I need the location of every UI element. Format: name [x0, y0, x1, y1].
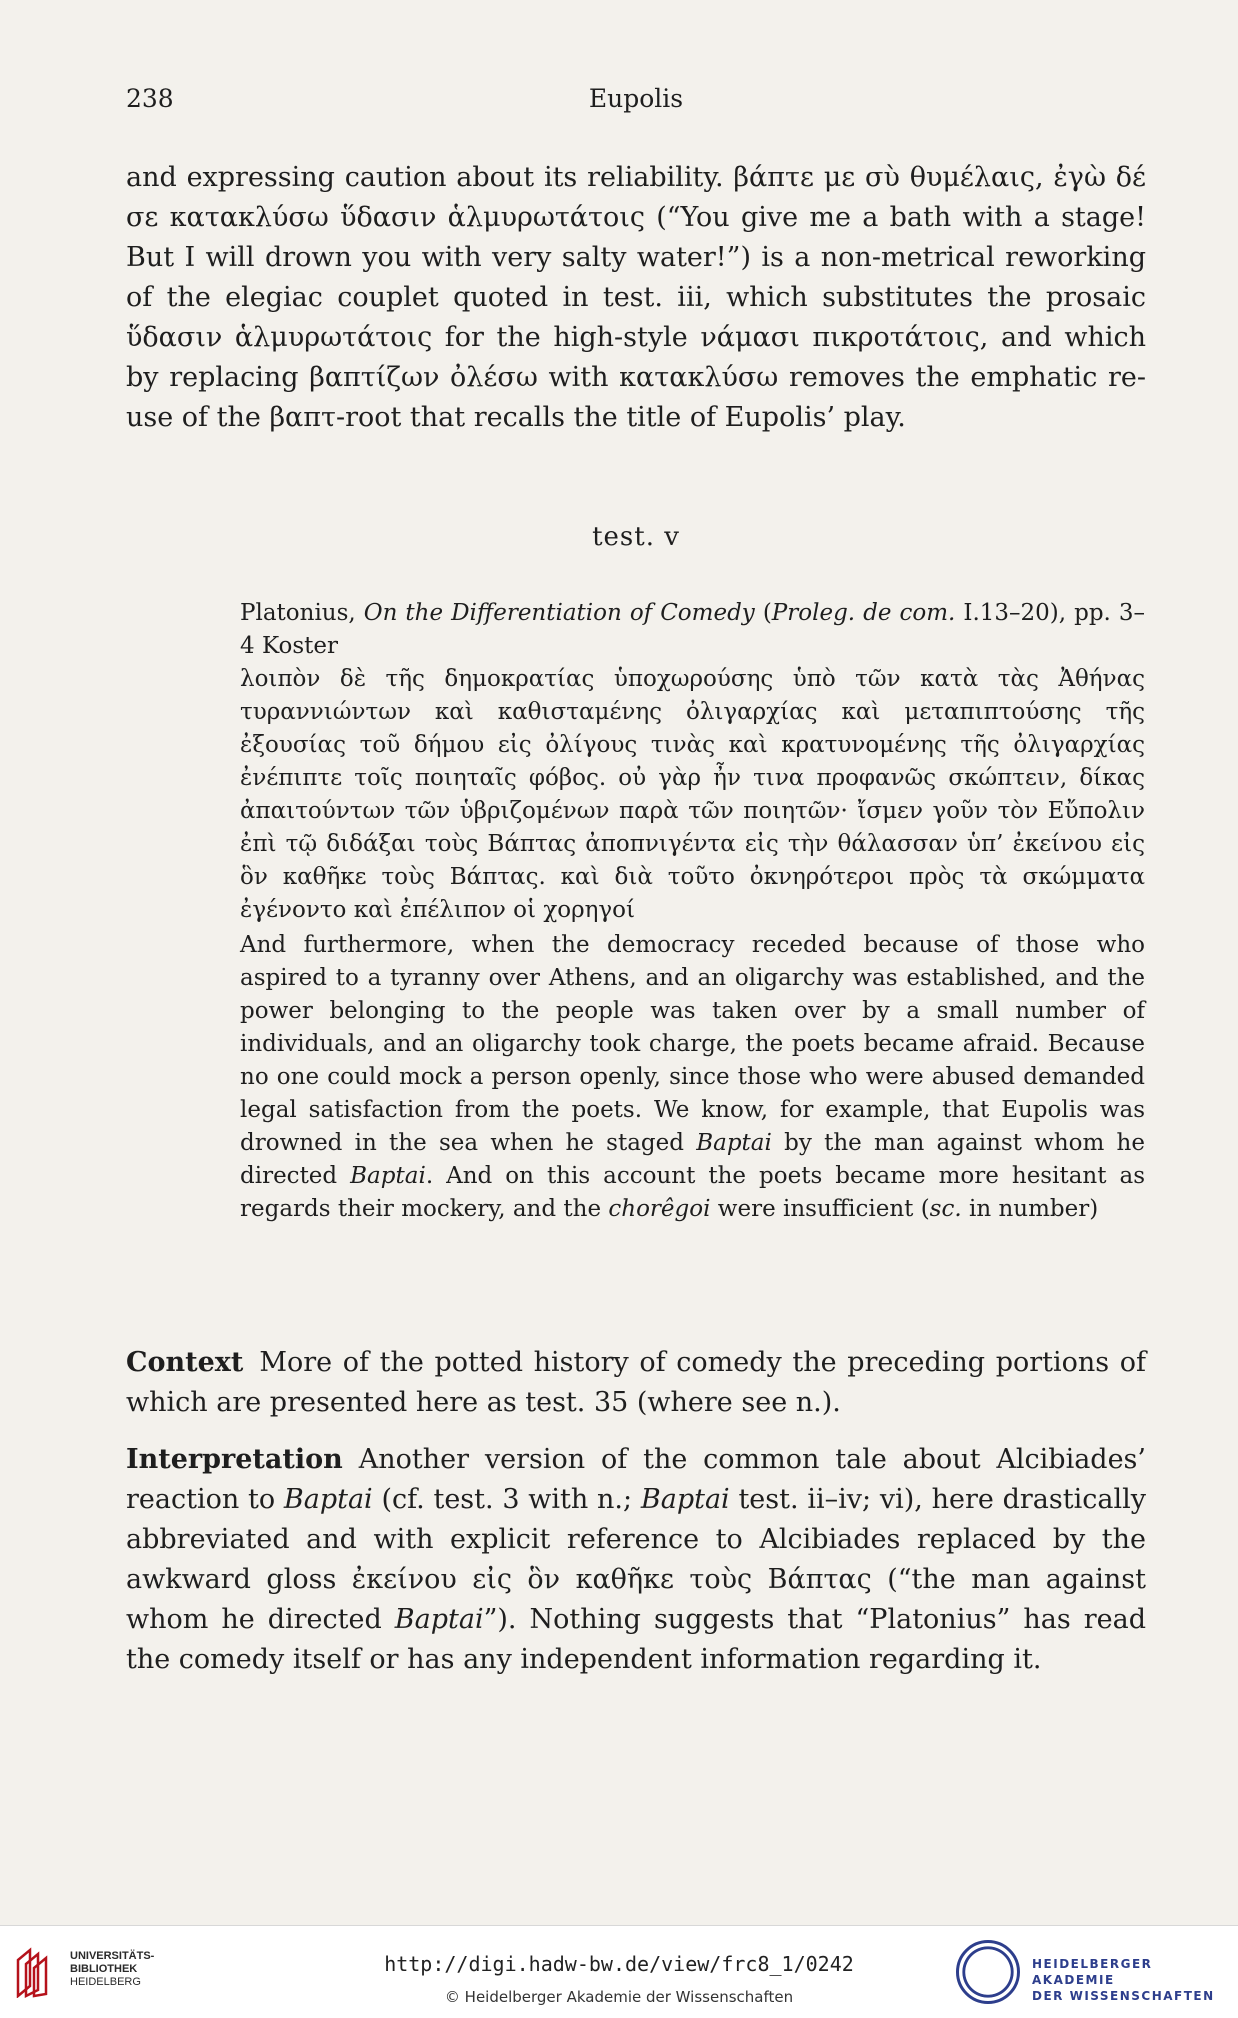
translation-text: . And on this account the poets became more hesitant as regards their mockery, and the — [240, 1163, 1145, 1222]
library-line-2: BIBLIOTHEK — [70, 1963, 138, 1975]
greek-passage: λοιπὸν δὲ τῆς δημοκρατίας ὑποχωρούσης ὑπὸ τῶν κατὰ τὰς Ἀθήνας τυραννιώντων καὶ καθισταμένης ὀλιγαρχίας καὶ μεταπιπτούσης τῆς ἐξουσίας τοῦ δήμου εἰς ὀλίγους τινὰς καὶ κρατυνομένης τῆς ὀλιγαρχίας ἐνέπιπτε τοῖς ποιηταῖς φόβος. οὐ γὰρ ἦν τινα προφανῶς σκώπτειν, δίκας ἀπαιτούντων τῶν ὑβριζομένων παρὰ τῶν ποιητῶν· ἴσμεν γοῦν τὸν Εὔπολιν ἐπὶ τῷ διδάξαι τοὺς Βάπτας ἀποπνιγέντα εἰς τὴν θάλασσαν ὑπ’ ἐκείνου εἰς ὃν καθῆκε τοὺς Βάπτας. καὶ διὰ τοῦτο ὀκνηρότεροι πρὸς τὰ σκώμματα ἐγένοντο καὶ ἐπέλιπον οἱ χορηγοί — [240, 666, 1145, 923]
viewer-footer — [0, 1925, 1238, 2018]
translation-text: were insufficient ( — [710, 1196, 930, 1222]
translation-text: And furthermore, when the democracy receded because of those who aspired to a tyranny over Athens, and an oligarchy was established, and the power belonging to the people was taken over by a small number of individuals, and an oligarchy took charge, the poets became afraid. Because no one could mock a person openly, since those who were abused demanded legal satisfaction from the poets. We know, for example, that Eupolis was drowned in the sea when he staged — [240, 932, 1145, 1156]
running-head — [126, 84, 1146, 120]
context-paragraph — [126, 1343, 1146, 1423]
interpretation-title: Baptai — [283, 1484, 373, 1515]
interpretation-paragraph — [126, 1440, 1146, 1680]
academy-seal-icon — [956, 1940, 1020, 2004]
translation-passage — [240, 929, 1145, 1226]
source-ref-rest: I.13–20), pp. 3–4 Koster — [240, 600, 1145, 659]
interpretation-text: test. ii–iv; vi), here drastically abbreviated and with explicit reference to Alcibiades replaced by the awkward gloss ἐκείνου εἰς ὃν καθῆκε τοὺς Βάπτας (“the man against whom he directed — [126, 1484, 1146, 1635]
source-work-title: On the Differentiation of Comedy — [363, 600, 755, 626]
academy-line-2: DER WISSENSCHAFTEN — [1032, 1989, 1215, 2003]
library-line-1: UNIVERSITÄTS- — [70, 1950, 155, 1962]
running-title: Eupolis — [588, 84, 684, 113]
copyright-notice: © Heidelberger Akademie der Wissenschaften — [444, 1988, 794, 2006]
context-text: More of the potted history of comedy the preceding portions of which are presented here as test. 35 (where see n.). — [126, 1347, 1146, 1418]
interpretation-text: (cf. test. 3 with n.; — [372, 1484, 641, 1515]
interpretation-label: Interpretation — [126, 1444, 343, 1475]
testimonium-block — [240, 597, 1145, 1226]
context-label: Context — [126, 1347, 244, 1378]
translation-text: in number) — [961, 1196, 1099, 1222]
interpretation-text: ”). Nothing suggests that “Platonius” has read the comedy itself or has any independent information regarding it. — [126, 1604, 1146, 1675]
translation-title: Baptai — [696, 1130, 772, 1156]
academy-name — [1032, 1956, 1238, 2004]
interpretation-title: Baptai — [394, 1604, 484, 1635]
page-number: 238 — [126, 84, 174, 113]
translation-abbrev: sc. — [929, 1196, 962, 1222]
translation-text: by the man against whom he directed — [240, 1130, 1145, 1189]
translation-title: Baptai — [350, 1163, 426, 1189]
academy-line-1: HEIDELBERGER AKADEMIE — [1032, 1957, 1153, 1987]
section-heading: test. v — [592, 522, 680, 552]
source-ref-title: Proleg. de com. — [771, 600, 956, 626]
permalink-url[interactable]: http://digi.hadw-bw.de/view/frc8_1/0242 — [384, 1952, 854, 1976]
library-line-3: HEIDELBERG — [70, 1976, 141, 1988]
interpretation-title: Baptai — [640, 1484, 730, 1515]
source-citation — [240, 597, 1145, 663]
intro-paragraph: and expressing caution about its reliability. βάπτε με σὺ θυμέλαις, ἐγὼ δέ σε κατακλύσω ὕδασιν ἁλμυρωτάτοις (“You give me a bath with a stage! But I will drown you with very salty water!”) is a non-metrical reworking of the elegiac couplet quoted in test. iii, which substitutes the prosaic ὕδασιν ἁλμυρωτάτοις for the high-style νάμασι πικροτάτοις, and which by replacing βαπτίζων ὀλέσω with κατακλύσω removes the emphatic re-use of the βαπτ-root that recalls the title of Eupolis’ play. — [126, 162, 1146, 433]
translation-term: chorêgoi — [608, 1196, 711, 1222]
source-paren: ( — [754, 600, 772, 626]
interpretation-text: Another version of the common tale about Alcibiades’ reaction to — [126, 1444, 1146, 1515]
source-author: Platonius, — [240, 600, 364, 626]
